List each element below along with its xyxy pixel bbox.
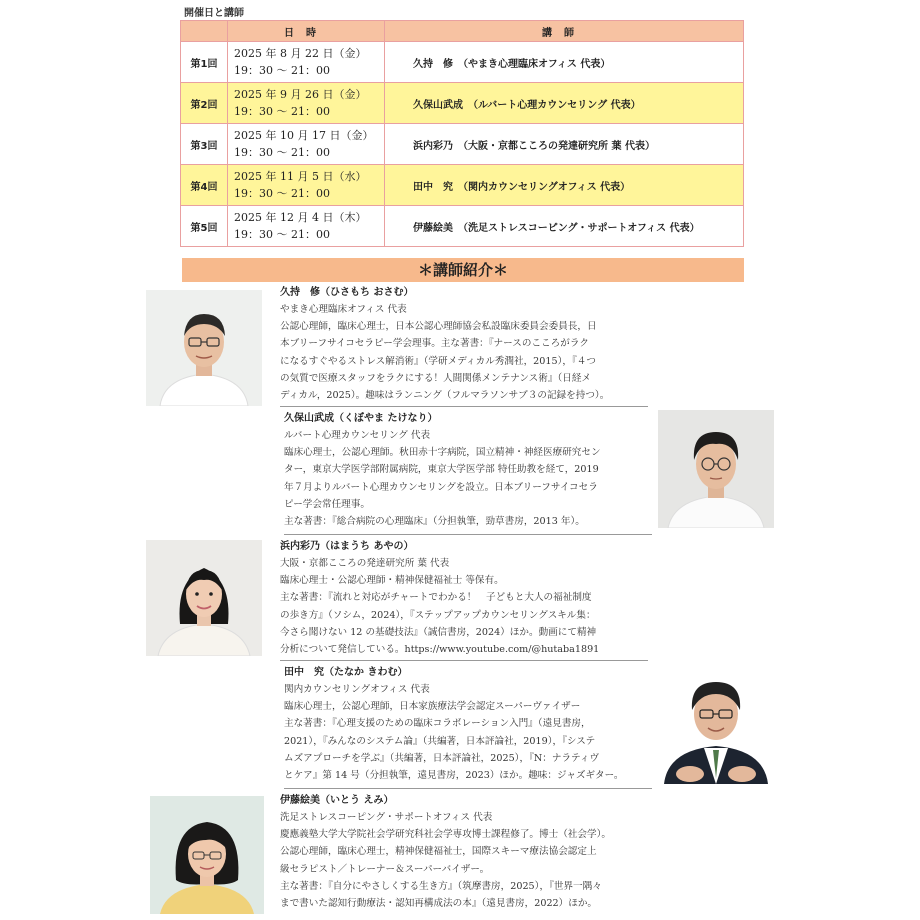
session-time: 19：30 〜 21：00 — [234, 105, 330, 118]
session-time: 19：30 〜 21：00 — [234, 64, 330, 77]
bio-line: 公認心理師，臨床心理士，精神保健福祉士，国際スキーマ療法協会認定上 — [280, 846, 597, 858]
bio-line: 主な著書：『自分にやさしくする生き方』（筑摩書房，2025），『世界一隅々 — [280, 880, 602, 892]
instructor-bio — [280, 284, 648, 407]
schedule-row — [181, 83, 744, 124]
schedule-row — [181, 206, 744, 247]
bio-line: 臨床心理士，公認心理師，日本家族療法学会認定スーパーヴァイザー — [284, 701, 581, 713]
header-date: 日時 — [228, 21, 385, 42]
instructor-photo-hamauchi — [146, 540, 262, 656]
session-time: 19：30 〜 21：00 — [234, 228, 330, 241]
bio-line: の歩き方』（ソシム，2024），『ステップアップカウンセリングスキル集： — [280, 609, 596, 621]
session-date: 2025 年 8 月 22 日（金） — [234, 47, 367, 60]
instructor-name: 久保山武成（くぼやま たけなり） — [284, 413, 438, 424]
bio-line: の気質で医療スタッフをラクにする！人間関係メンテナンス術』（日経メ — [280, 372, 592, 384]
instructor-photo-kuboyama — [658, 410, 774, 528]
session-date: 2025 年 9 月 26 日（金） — [234, 88, 367, 101]
schedule-row — [181, 165, 744, 206]
bio-line: 2021），『みんなのシステム論』（共編著，日本評論社，2019），『システ — [284, 735, 596, 747]
session-datetime — [228, 83, 385, 124]
instructor-name: 浜内彩乃（はまうち あやの） — [280, 541, 414, 552]
bio-line: 分析について発信している。https://www.youtube.com/@hutaba1891 — [280, 644, 600, 656]
instructor-bio — [280, 792, 648, 916]
instructor-intro-banner: ＊講師紹介＊ — [182, 258, 744, 282]
session-number: 第3回 — [181, 124, 228, 165]
bio-line: ルバート心理カウンセリング 代表 — [284, 430, 431, 441]
schedule-row — [181, 42, 744, 83]
bio-line: ピー学会常任理事。 — [284, 498, 370, 510]
bio-line: ムズアプローチを学ぶ』（共編著，日本評論社，2025），『N：ナラティヴ — [284, 752, 600, 764]
session-date: 2025 年 10 月 17 日（金） — [234, 129, 374, 142]
schedule-row — [181, 124, 744, 165]
session-datetime — [228, 42, 385, 83]
bio-line: 関内カウンセリングオフィス 代表 — [284, 684, 430, 695]
session-number: 第4回 — [181, 165, 228, 206]
bio-line: になるすぐやるストレス解消術』（学研メディカル秀潤社，2015），『４つ — [280, 355, 596, 367]
bio-line: 主な著書：『心理支援のための臨床コラボレーション入門』（遠見書房， — [284, 718, 591, 730]
bio-line: 臨床心理士，公認心理師。秋田赤十字病院，国立精神・神経医療研究セン — [284, 447, 601, 459]
bio-line: ター，東京大学医学部附属病院，東京大学医学部 特任助教を経て，2019 — [284, 464, 599, 476]
session-instructor: 浜内彩乃 （大阪・京都こころの発達研究所 葉 代表） — [385, 124, 744, 165]
bio-line: 主な著書：『総合病院の心理臨床』（分担執筆，勁草書房，2013 年）。 — [284, 516, 585, 528]
session-datetime — [228, 124, 385, 165]
header-instructor: 講師 — [385, 21, 744, 42]
bio-line: 今さら聞けない 12 の基礎技法』（誠信書房，2024）ほか。動画にて精神 — [280, 626, 597, 638]
bio-line: 大阪・京都こころの発達研究所 葉 代表 — [280, 558, 450, 569]
session-date: 2025 年 12 月 4 日（木） — [234, 211, 367, 224]
bio-line: 慶應義塾大学大学院社会学研究科社会学専攻博士課程修了。博士（社会学）。 — [280, 829, 611, 841]
header-blank — [181, 21, 228, 42]
bio-line: 公認心理師，臨床心理士，日本公認心理師協会私設臨床委員会委員長，日 — [280, 321, 597, 333]
session-instructor: 田中 究 （関内カウンセリングオフィス 代表） — [385, 165, 744, 206]
schedule-header-row — [181, 21, 744, 42]
instructor-name: 田中 究（たなか きわむ） — [284, 667, 408, 678]
bio-line: 年７月よりルバート心理カウンセリングを設立。日本ブリーフサイコセラ — [284, 481, 598, 493]
bio-line: 本ブリーフサイコセラピー学会理事。主な著書：『ナースのこころがラク — [280, 338, 590, 350]
instructor-photo-tanaka — [660, 666, 772, 784]
instructor-name: 伊藤絵美（いとう えみ） — [280, 795, 394, 806]
schedule-heading: 開催日と講師 — [184, 8, 244, 19]
schedule-table — [180, 20, 744, 247]
bio-line: 級セラピスト／トレーナー＆スーパーバイザー。 — [280, 863, 490, 875]
bio-line: ディカル，2025）。趣味はランニング（フルマラソンサブ３の記録を持つ）。 — [280, 390, 610, 402]
bio-line: まで書いた認知行動療法・認知再構成法の本』（遠見書房，2022）ほか。 — [280, 898, 598, 910]
session-time: 19：30 〜 21：00 — [234, 187, 330, 200]
instructor-bio — [284, 664, 652, 789]
session-datetime — [228, 206, 385, 247]
session-instructor: 久保山武成 （ルバート心理カウンセリング 代表） — [385, 83, 744, 124]
bio-line: 洗足ストレスコーピング・サポートオフィス 代表 — [280, 812, 493, 823]
session-date: 2025 年 11 月 5 日（水） — [234, 170, 367, 183]
instructor-name: 久持 修（ひさもち おさむ） — [280, 287, 414, 298]
session-time: 19：30 〜 21：00 — [234, 146, 330, 159]
instructor-photo-hisamochi — [146, 290, 262, 406]
instructor-bio — [280, 538, 648, 661]
session-datetime — [228, 165, 385, 206]
session-number: 第5回 — [181, 206, 228, 247]
session-number: 第2回 — [181, 83, 228, 124]
session-number: 第1回 — [181, 42, 228, 83]
bio-line: やまき心理臨床オフィス 代表 — [280, 304, 407, 315]
instructor-bio — [284, 410, 652, 535]
bio-line: とケア』第 14 号（分担執筆，遠見書房，2023）ほか。趣味：ジャズギター。 — [284, 770, 624, 782]
instructor-photo-ito — [150, 796, 264, 914]
session-instructor: 伊藤絵美 （洗足ストレスコーピング・サポートオフィス 代表） — [385, 206, 744, 247]
session-instructor: 久持 修 （やまき心理臨床オフィス 代表） — [385, 42, 744, 83]
bio-line: 主な著書：『流れと対応がチャートでわかる！ 子どもと大人の福祉制度 — [280, 592, 592, 604]
bio-line: 臨床心理士・公認心理師・精神保健福祉士 等保有。 — [280, 575, 504, 587]
